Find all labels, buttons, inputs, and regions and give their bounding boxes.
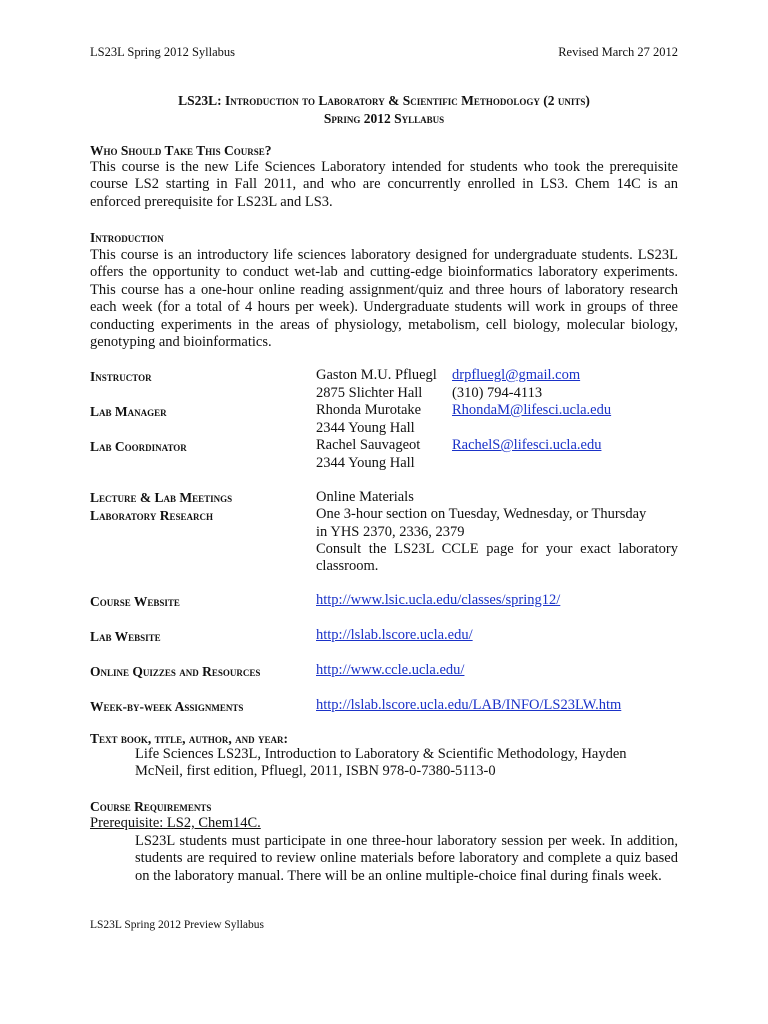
lab-coordinator-office: 2344 Young Hall bbox=[316, 455, 415, 471]
requirements-heading: Course Requirements bbox=[90, 799, 212, 814]
instructor-label: Instructor bbox=[90, 369, 152, 384]
lab-website-label: Lab Website bbox=[90, 629, 161, 644]
lab-website-link[interactable]: http://lslab.lscore.ucla.edu/ bbox=[316, 627, 473, 643]
course-website-link[interactable]: http://www.lsic.ucla.edu/classes/spring12/ bbox=[316, 592, 561, 608]
lab-manager-email-link[interactable]: RhondaM@lifesci.ucla.edu bbox=[452, 402, 612, 418]
course-website-label: Course Website bbox=[90, 594, 180, 609]
who-paragraph: This course is the new Life Sciences Laboratory intended for students who took the prerequisite course LS2 starting in Fall 2011, and who are concurrently enrolled in LS3. Chem 14C is an enforced prerequisite for LS23L and LS3. bbox=[90, 159, 678, 210]
lab-research-note: Consult the LS23L CCLE page for your exact laboratory classroom. bbox=[316, 541, 678, 575]
lab-research-rooms: in YHS 2370, 2336, 2379 bbox=[316, 524, 465, 540]
document-subtitle: Spring 2012 Syllabus bbox=[323, 111, 445, 126]
lecture-meetings-label: Lecture & Lab Meetings bbox=[90, 490, 233, 505]
online-quizzes-label: Online Quizzes and Resources bbox=[90, 664, 261, 679]
lab-coordinator-label: Lab Coordinator bbox=[90, 439, 187, 454]
page-footer: LS23L Spring 2012 Preview Syllabus bbox=[90, 919, 264, 931]
online-quizzes-link[interactable]: http://www.ccle.ucla.edu/ bbox=[316, 662, 465, 678]
weekly-assignments-label: Week-by-week Assignments bbox=[90, 699, 244, 714]
textbook-heading: Text book, title, author, and year: bbox=[90, 731, 289, 746]
lab-manager-label: Lab Manager bbox=[90, 404, 167, 419]
document-title: LS23L: Introduction to Laboratory & Scientific Methodology (2 units) bbox=[178, 93, 590, 108]
intro-heading: Introduction bbox=[90, 230, 164, 245]
instructor-email-link[interactable]: drpfluegl@gmail.com bbox=[452, 367, 581, 383]
lab-manager-office: 2344 Young Hall bbox=[316, 420, 415, 436]
lab-manager-name: Rhonda Murotake bbox=[316, 402, 422, 418]
requirements-paragraph: LS23L students must participate in one three-hour laboratory session per week. In addition, students are required to review online materials before laboratory and complete a quiz based on the laboratory manual. There will be an online multiple-choice final during finals week. bbox=[135, 833, 678, 884]
intro-paragraph: This course is an introductory life sciences laboratory designed for undergraduate students. LS23L offers the opportunity to conduct wet-lab and cutting-edge bioinformatics laboratory experiments. This course has a one-hour online reading assignment/quiz and three hours of laboratory research each week (for a total of 4 hours per week). Undergraduate students will work in groups of three conducting experiments in the areas of physiology, metabolism, cell biology, molecular biology, genotyping and bioinformatics. bbox=[90, 247, 678, 351]
header-right: Revised March 27 2012 bbox=[558, 45, 678, 59]
header-left: LS23L Spring 2012 Syllabus bbox=[90, 45, 236, 59]
lecture-meetings-value: Online Materials bbox=[316, 489, 414, 505]
weekly-assignments-link[interactable]: http://lslab.lscore.ucla.edu/LAB/INFO/LS23LW.htm bbox=[316, 697, 622, 713]
instructor-phone: (310) 794-4113 bbox=[452, 385, 543, 401]
instructor-office: 2875 Slichter Hall bbox=[316, 385, 423, 401]
lab-research-label: Laboratory Research bbox=[90, 508, 213, 523]
who-heading: Who Should Take This Course? bbox=[90, 143, 272, 158]
lab-coordinator-name: Rachel Sauvageot bbox=[316, 437, 421, 453]
textbook-details: Life Sciences LS23L, Introduction to Laboratory & Scientific Methodology, Hayden McNeil, first edition, Pfluegl, 2011, ISBN 978-0-7380-5113-0 bbox=[135, 746, 627, 780]
instructor-name: Gaston M.U. Pfluegl bbox=[316, 367, 437, 383]
lab-research-schedule: One 3-hour section on Tuesday, Wednesday, or Thursday bbox=[316, 506, 647, 522]
prerequisite-line: Prerequisite: LS2, Chem14C. bbox=[90, 815, 261, 831]
lab-coordinator-email-link[interactable]: RachelS@lifesci.ucla.edu bbox=[452, 437, 602, 453]
